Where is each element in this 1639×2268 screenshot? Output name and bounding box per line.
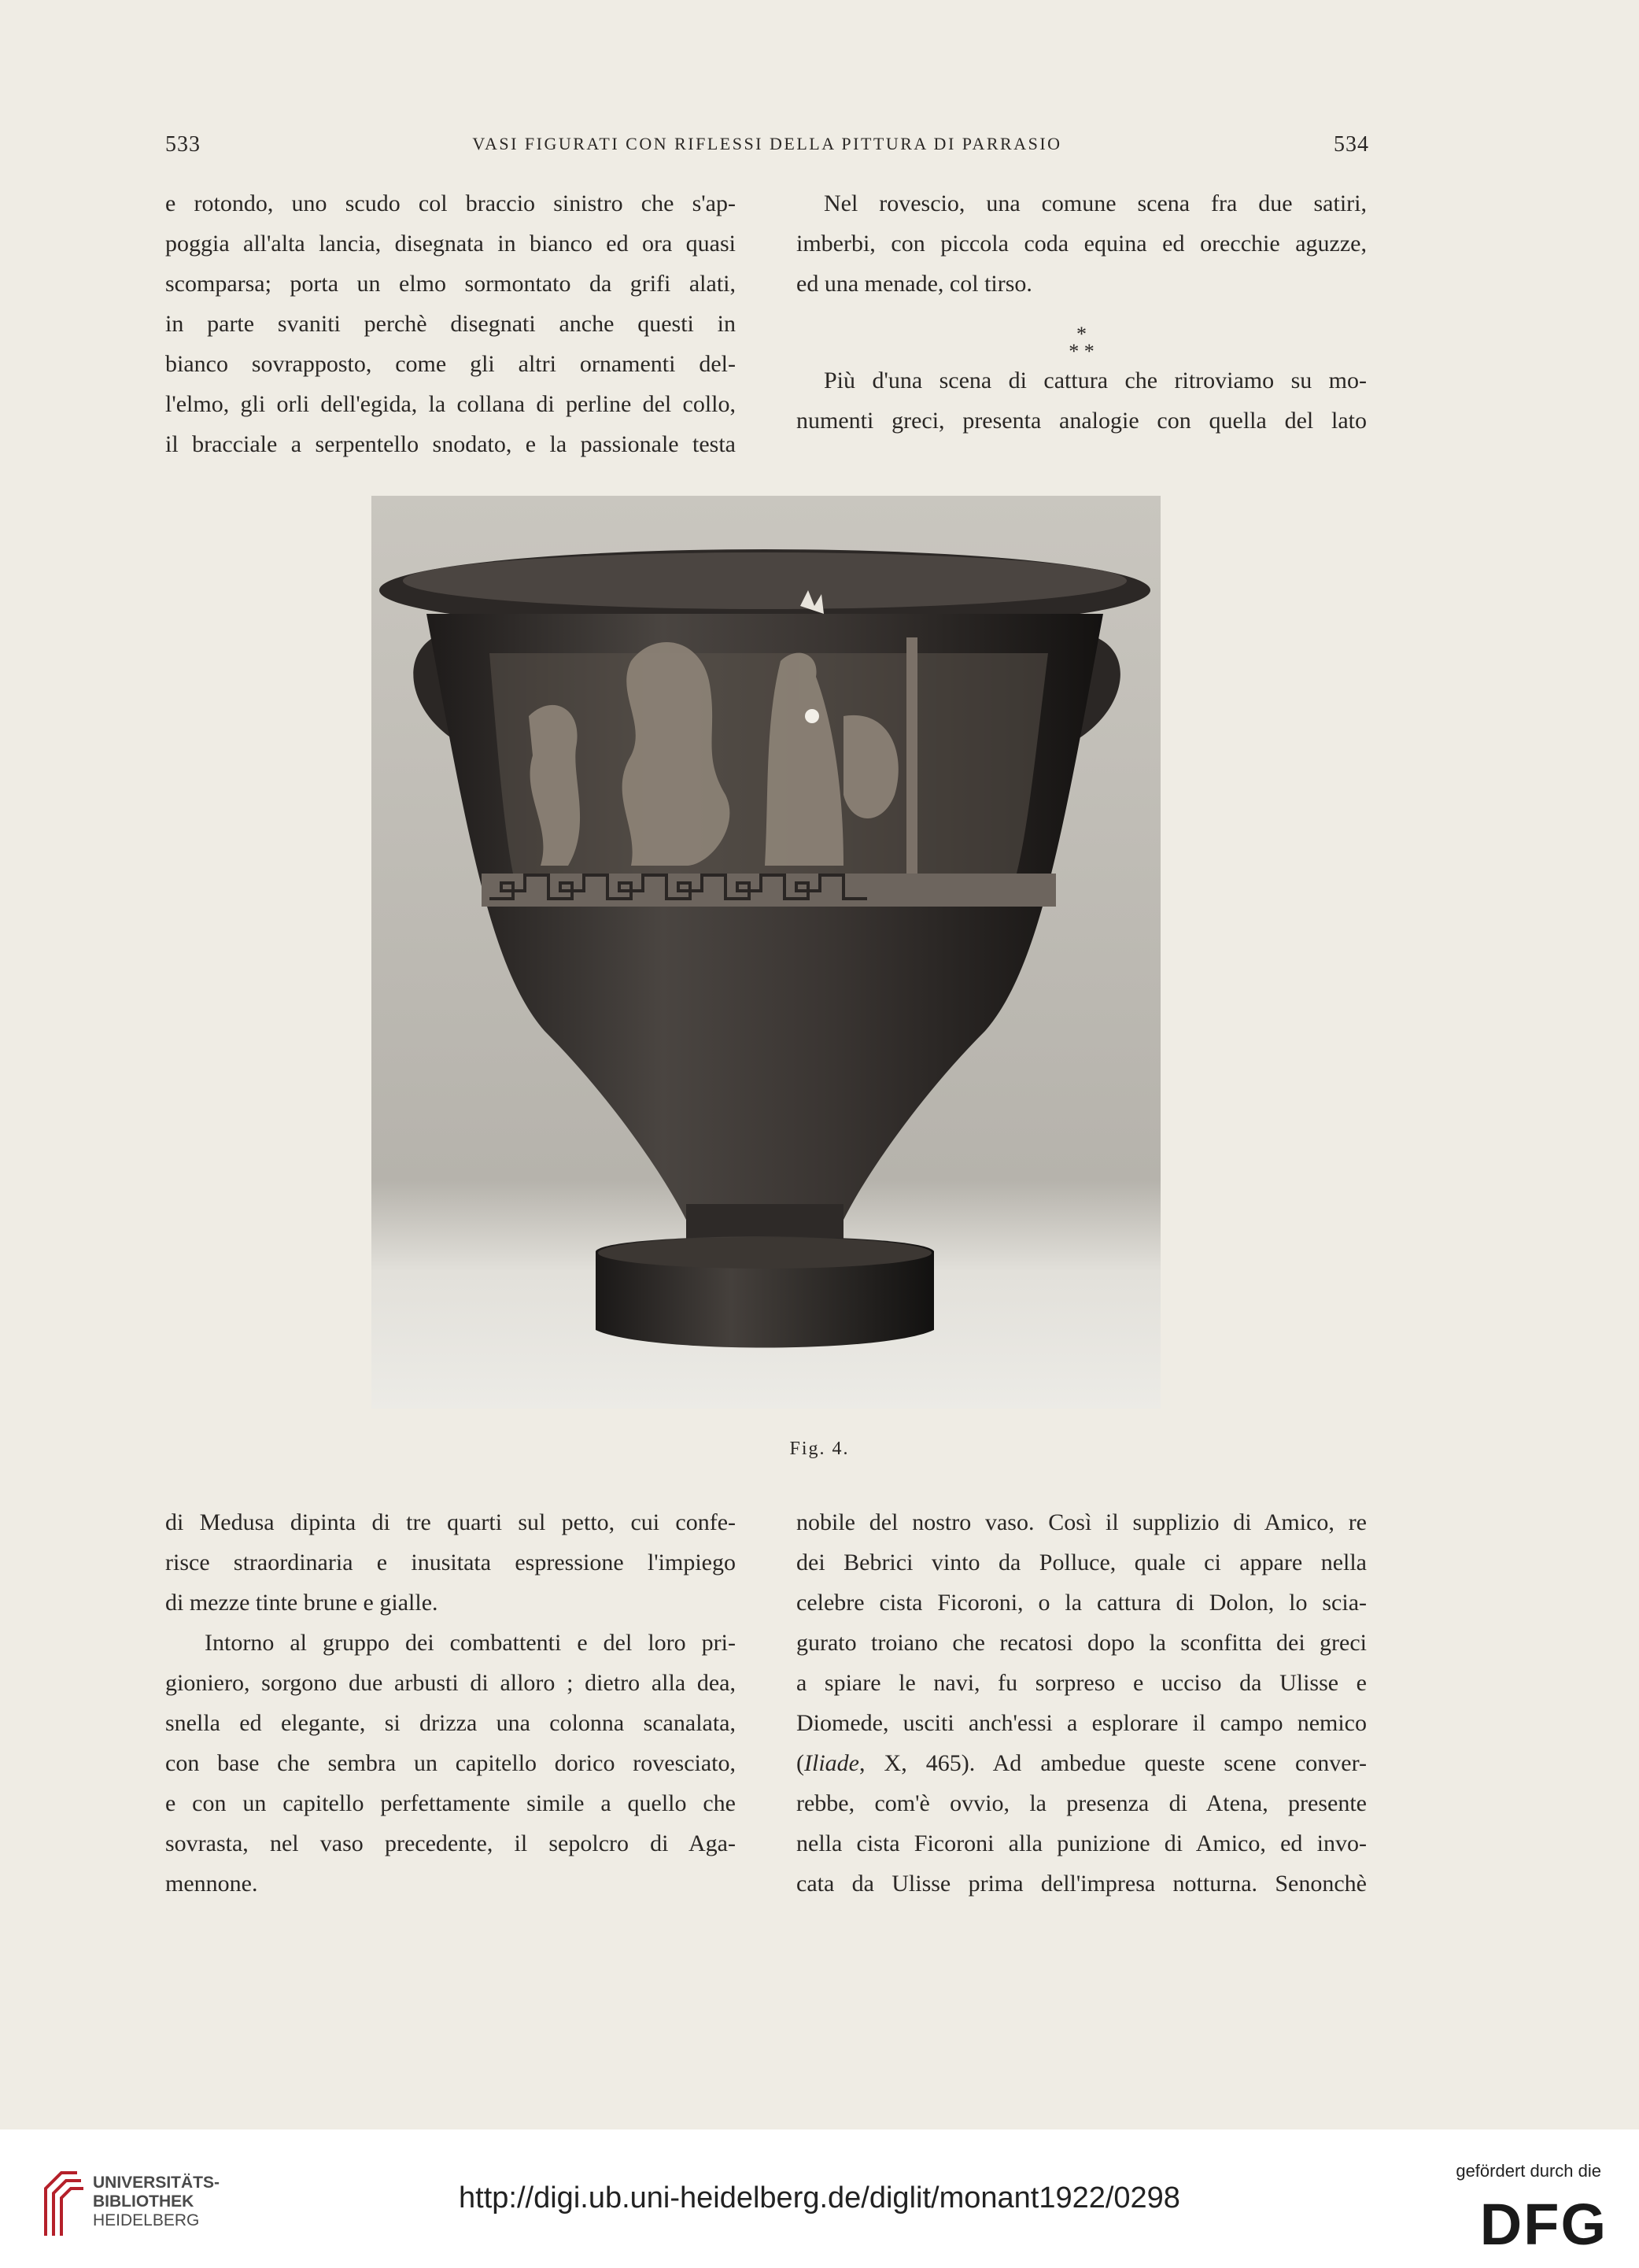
text-line: in parte svaniti perchè disegnati anche questi in (165, 311, 736, 337)
text-line: Più d'una scena di cattura che ritroviamo su mo- (824, 368, 1367, 393)
figure-caption: Fig. 4. (789, 1439, 850, 1459)
text-line: sovrasta, nel vaso precedente, il sepolcro di Aga- (165, 1830, 736, 1856)
library-line-3: HEIDELBERG (93, 2211, 200, 2229)
iliade-title: Iliade (804, 1750, 859, 1776)
asterisk-top: * (1076, 323, 1087, 345)
paren: ( (796, 1750, 804, 1776)
text-line: con base che sembra un capitello dorico rovesciato, (165, 1750, 736, 1776)
text-column-bottom-left (165, 1502, 736, 1904)
text-line: l'elmo, gli orli dell'egida, la collana di perline del collo, (165, 391, 736, 417)
text-line: nella cista Ficoroni alla punizione di Amico, ed invo- (796, 1830, 1367, 1856)
page-number-right: 534 (1334, 132, 1369, 157)
digitization-footer (0, 2129, 1639, 2268)
text-line: risce straordinaria e inusitata espressione l'impiego (165, 1550, 736, 1575)
text-line: rebbe, com'è ovvio, la presenza di Atena, presente (796, 1790, 1367, 1816)
text-column-bottom-right (796, 1502, 1367, 1904)
text-line: di Medusa dipinta di tre quarti sul petto, cui confe- (165, 1509, 736, 1535)
vase-illustration (371, 496, 1161, 1409)
text-line: e con un capitello perfettamente simile a quello che (165, 1790, 736, 1816)
page-number-left: 533 (165, 132, 201, 157)
text-line: e rotondo, uno scudo col braccio sinistro che s'ap- (165, 190, 736, 216)
section-break-asterisks (796, 304, 1367, 363)
funded-by-label: gefördert durch die (1456, 2161, 1601, 2181)
text-line: celebre cista Ficoroni, o la cattura di Dolon, lo scia- (796, 1590, 1367, 1616)
library-line-1: UNIVERSITÄTS- (93, 2174, 220, 2192)
text-line: snella ed elegante, si drizza una colonna scanalata, (165, 1710, 736, 1736)
text-line: scomparsa; porta un elmo sormontato da grifi alati, (165, 271, 736, 297)
text-line: a spiare le navi, fu sorpreso e ucciso da Ulisse e (796, 1670, 1367, 1696)
text-line: poggia all'alta lancia, disegnata in bianco ed ora quasi (165, 231, 736, 257)
text-line: il bracciale a serpentello snodato, e la passionale testa (165, 431, 736, 457)
asterisk-bottom: * * (1069, 340, 1095, 363)
dfg-logo: DFG (1479, 2192, 1608, 2257)
text-column-top-left (165, 183, 736, 464)
text-line: Nel rovescio, una comune scena fra due satiri, (824, 190, 1367, 216)
text-line: di mezze tinte brune e gialle. (165, 1590, 438, 1616)
text-line-citation (796, 1743, 1367, 1783)
running-head (165, 132, 1369, 164)
citation-rest: , X, 465). Ad ambedue queste scene conver- (858, 1750, 1367, 1776)
text-line: Diomede, usciti anch'essi a esplorare il campo nemico (796, 1710, 1367, 1736)
text-line: gioniero, sorgono due arbusti di alloro ; dietro alla dea, (165, 1670, 736, 1696)
text-line: gurato troiano che recatosi dopo la sconfitta dei greci (796, 1630, 1367, 1656)
running-title: VASI FIGURATI CON RIFLESSI DELLA PITTURA DI PARRASIO (472, 134, 1062, 153)
library-line-2: BIBLIOTHEK (93, 2192, 194, 2211)
text-line: numenti greci, presenta analogie con quella del lato (796, 408, 1367, 434)
text-line: mennone. (165, 1871, 258, 1897)
text-line: nobile del nostro vaso. Così il supplizio di Amico, re (796, 1509, 1367, 1535)
permalink-url[interactable]: http://digi.ub.uni-heidelberg.de/diglit/monant1922/0298 (459, 2181, 1180, 2214)
vase-photograph (371, 496, 1161, 1409)
text-column-top-right (796, 183, 1367, 441)
text-line: bianco sovrapposto, come gli altri ornamenti del- (165, 351, 736, 377)
text-line: dei Bebrici vinto da Polluce, quale ci appare nella (796, 1550, 1367, 1575)
text-line: cata da Ulisse prima dell'impresa notturna. Senonchè (796, 1871, 1367, 1897)
text-line: imberbi, con piccola coda equina ed orecchie aguzze, (796, 231, 1367, 257)
text-line: Intorno al gruppo dei combattenti e del loro pri- (205, 1630, 736, 1656)
text-line: ed una menade, col tirso. (796, 271, 1032, 297)
